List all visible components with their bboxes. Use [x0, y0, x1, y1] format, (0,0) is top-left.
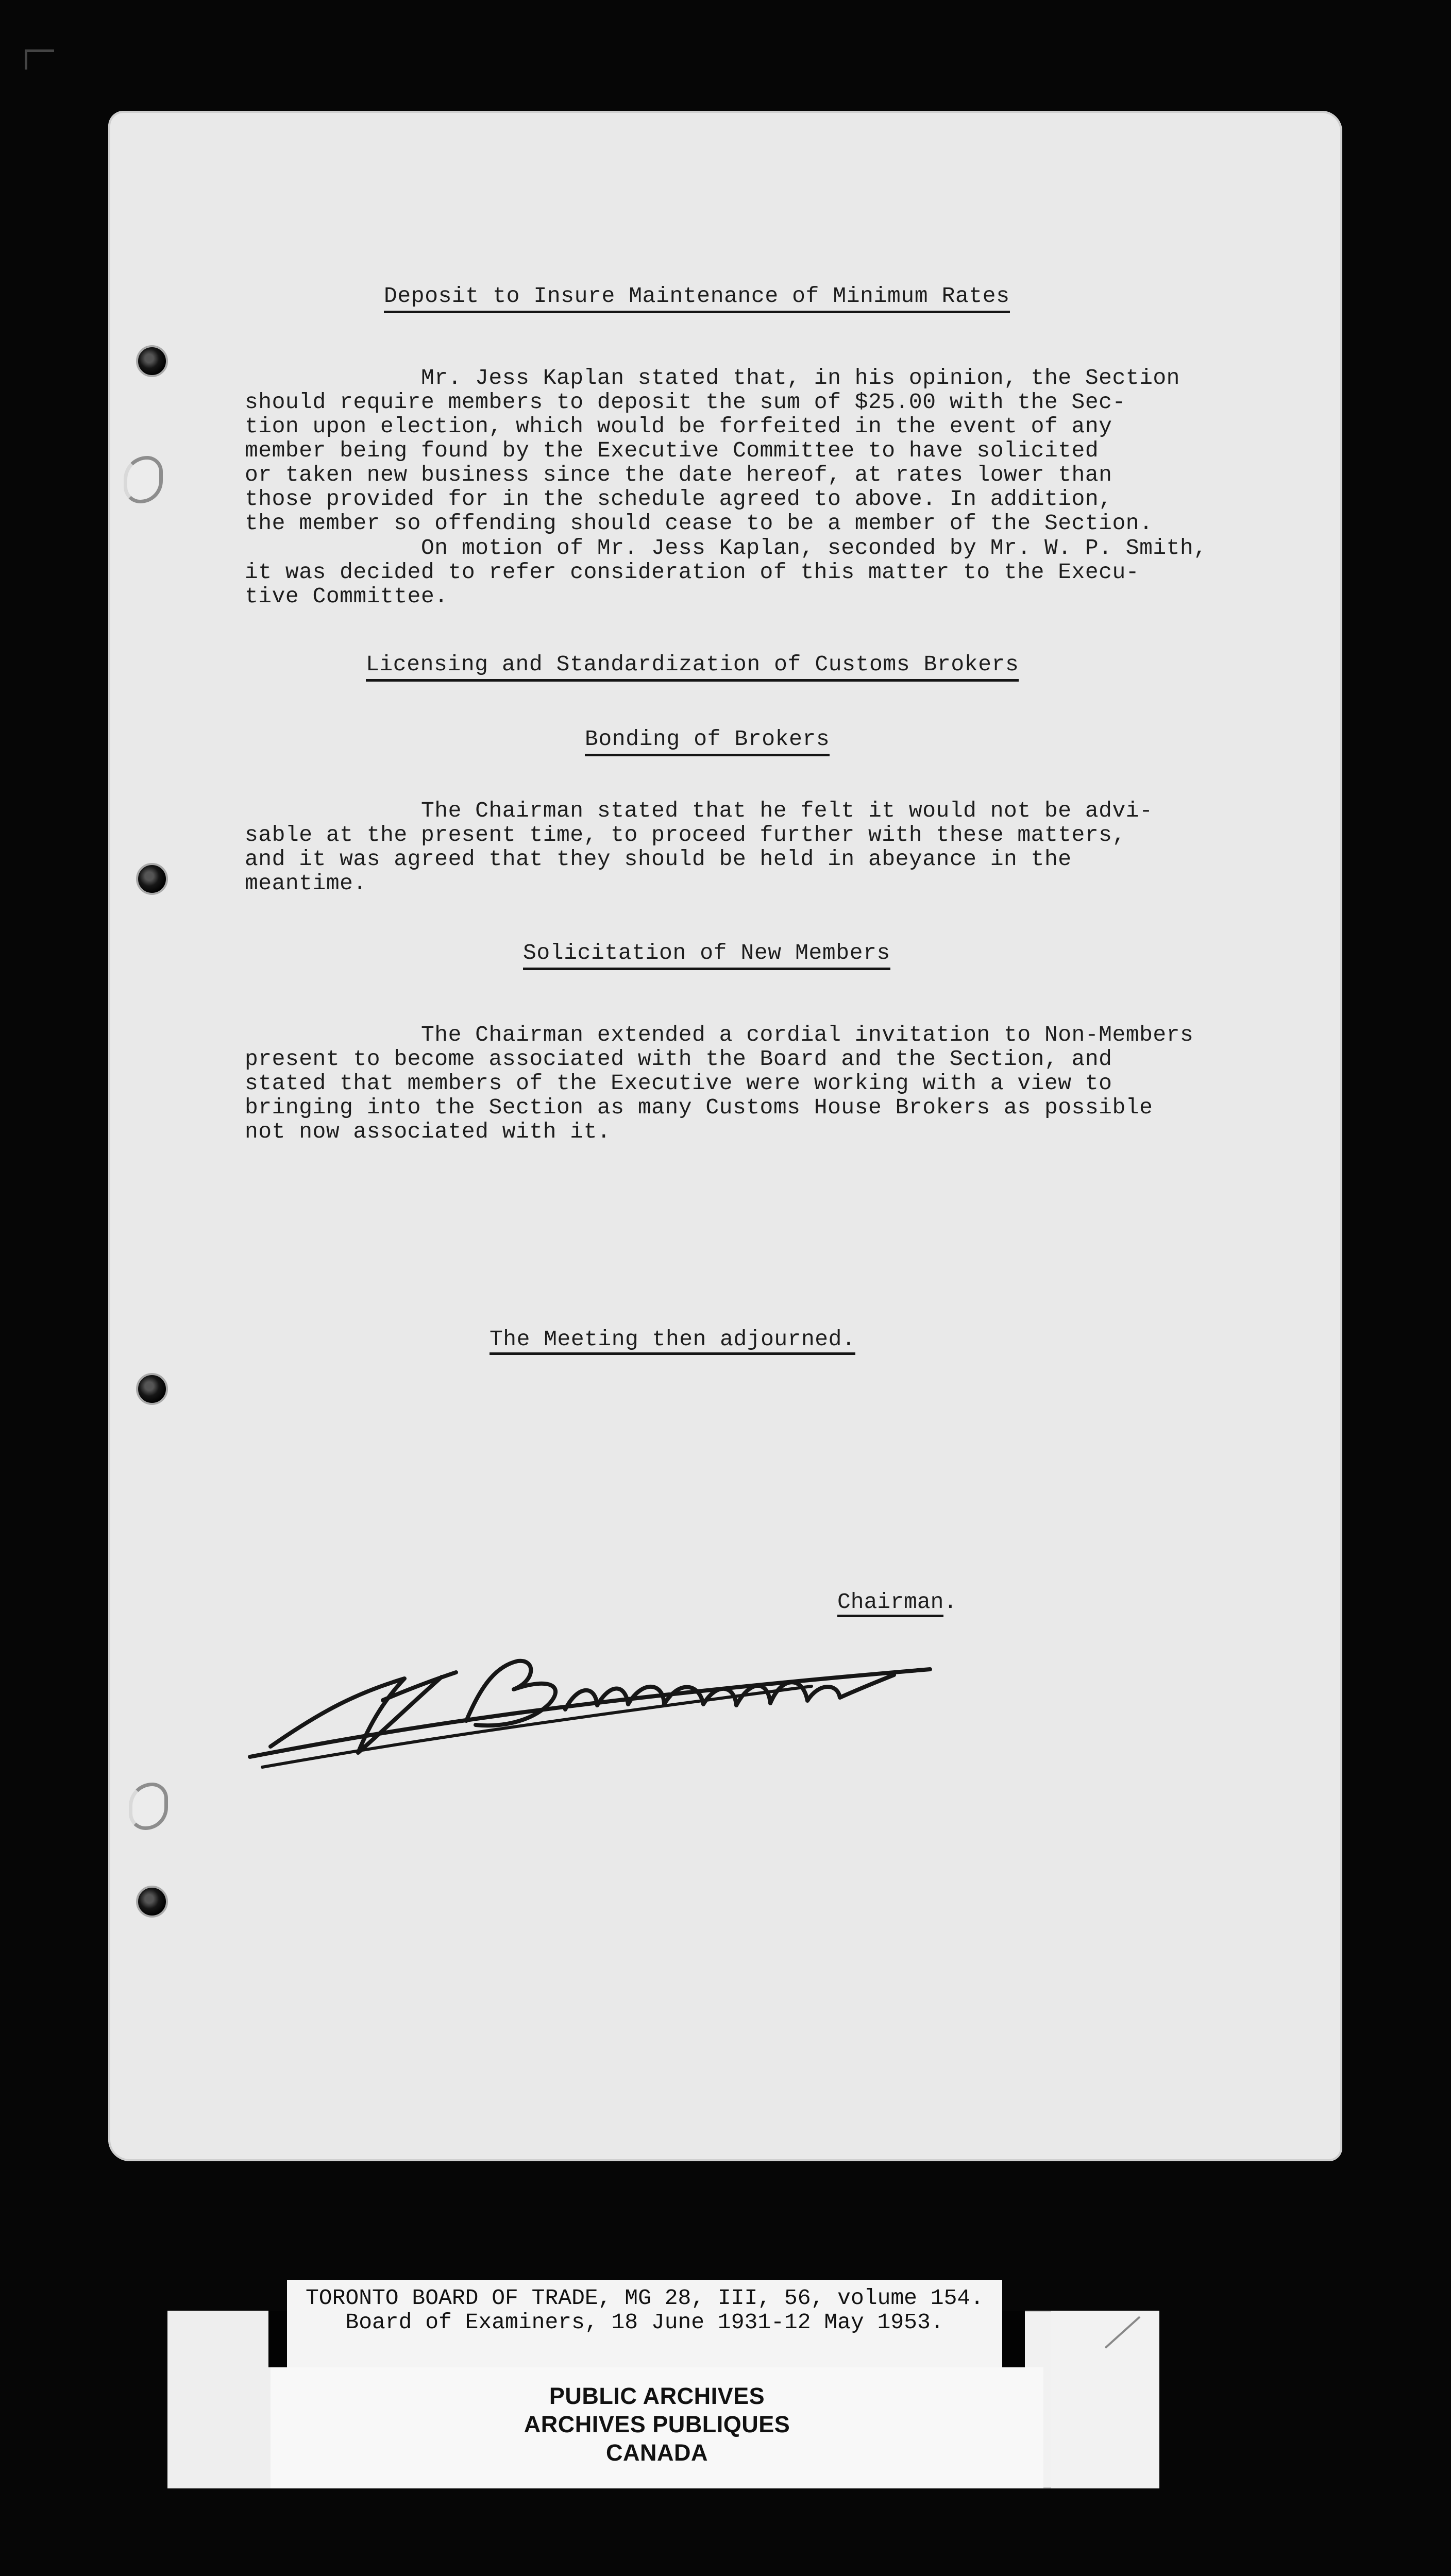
label-side-right — [1051, 2311, 1159, 2488]
punch-hole — [136, 1373, 168, 1405]
torn-punch-hole — [124, 456, 163, 503]
archive-reference-line-1: TORONTO BOARD OF TRADE, MG 28, III, 56, volume 154. — [305, 2285, 984, 2311]
chairman-signature-line — [837, 1589, 957, 1615]
film-corner-mark — [25, 49, 54, 70]
punch-hole — [136, 345, 168, 377]
archive-reference-line-2: Board of Examiners, 18 June 1931-12 May 1953. — [345, 2310, 944, 2335]
licensing-paragraph: The Chairman stated that he felt it would not be advi- sable at the present time, to proceed further with these matters, and it was agreed that they should be held in abeyance in the meantime. — [245, 798, 1153, 896]
deposit-paragraph: Mr. Jess Kaplan stated that, in his opinion, the Section should require members to deposit the sum of $25.00 with the Sec- tion upon election, which would be forfeited in the event of any member being found by the Executive Committee to have solicited or taken new business since the date hereof, at rates lower than those provided for in the schedule agreed to above. In addition, the member so offending should cease to be a member of the Section. — [245, 365, 1180, 536]
section-heading-solicitation: Solicitation of New Members — [523, 940, 890, 970]
public-archives-line: PUBLIC ARCHIVES — [549, 2383, 765, 2409]
chairman-period: . — [943, 1589, 957, 1615]
label-scratch — [1105, 2316, 1141, 2349]
label-side-left — [167, 2311, 271, 2488]
section-heading-licensing: Licensing and Standardization of Customs Brokers — [366, 652, 1019, 682]
solicitation-paragraph: The Chairman extended a cordial invitation to Non-Members present to become associated with the Board and the Section, and stated that members of the Executive were working with a view to bringing into the Section as many Customs House Brokers as possible not now associated with it. — [245, 1022, 1194, 1144]
section-heading-deposit: Deposit to Insure Maintenance of Minimum Rates — [384, 283, 1010, 313]
handwritten-signature — [240, 1623, 951, 1788]
section-subheading-bonding: Bonding of Brokers — [585, 726, 830, 756]
label-notch-right — [1002, 2311, 1025, 2367]
motion-paragraph: On motion of Mr. Jess Kaplan, seconded by Mr. W. P. Smith, it was decided to refer consideration of this matter to the Execu- tive Committee. — [245, 535, 1207, 609]
punch-hole — [136, 1886, 168, 1918]
canada-line: CANADA — [606, 2439, 708, 2466]
torn-punch-hole — [129, 1783, 168, 1830]
archive-reference-label — [287, 2280, 1002, 2367]
public-archives-stamp — [271, 2367, 1043, 2488]
document-page — [108, 111, 1342, 2161]
archives-publiques-line: ARCHIVES PUBLIQUES — [524, 2411, 790, 2437]
meeting-adjourned-line: The Meeting then adjourned. — [490, 1327, 855, 1355]
label-notch-left — [268, 2311, 287, 2367]
chairman-title: Chairman — [837, 1589, 943, 1617]
punch-hole — [136, 863, 168, 895]
archive-label-card — [167, 2285, 1159, 2488]
